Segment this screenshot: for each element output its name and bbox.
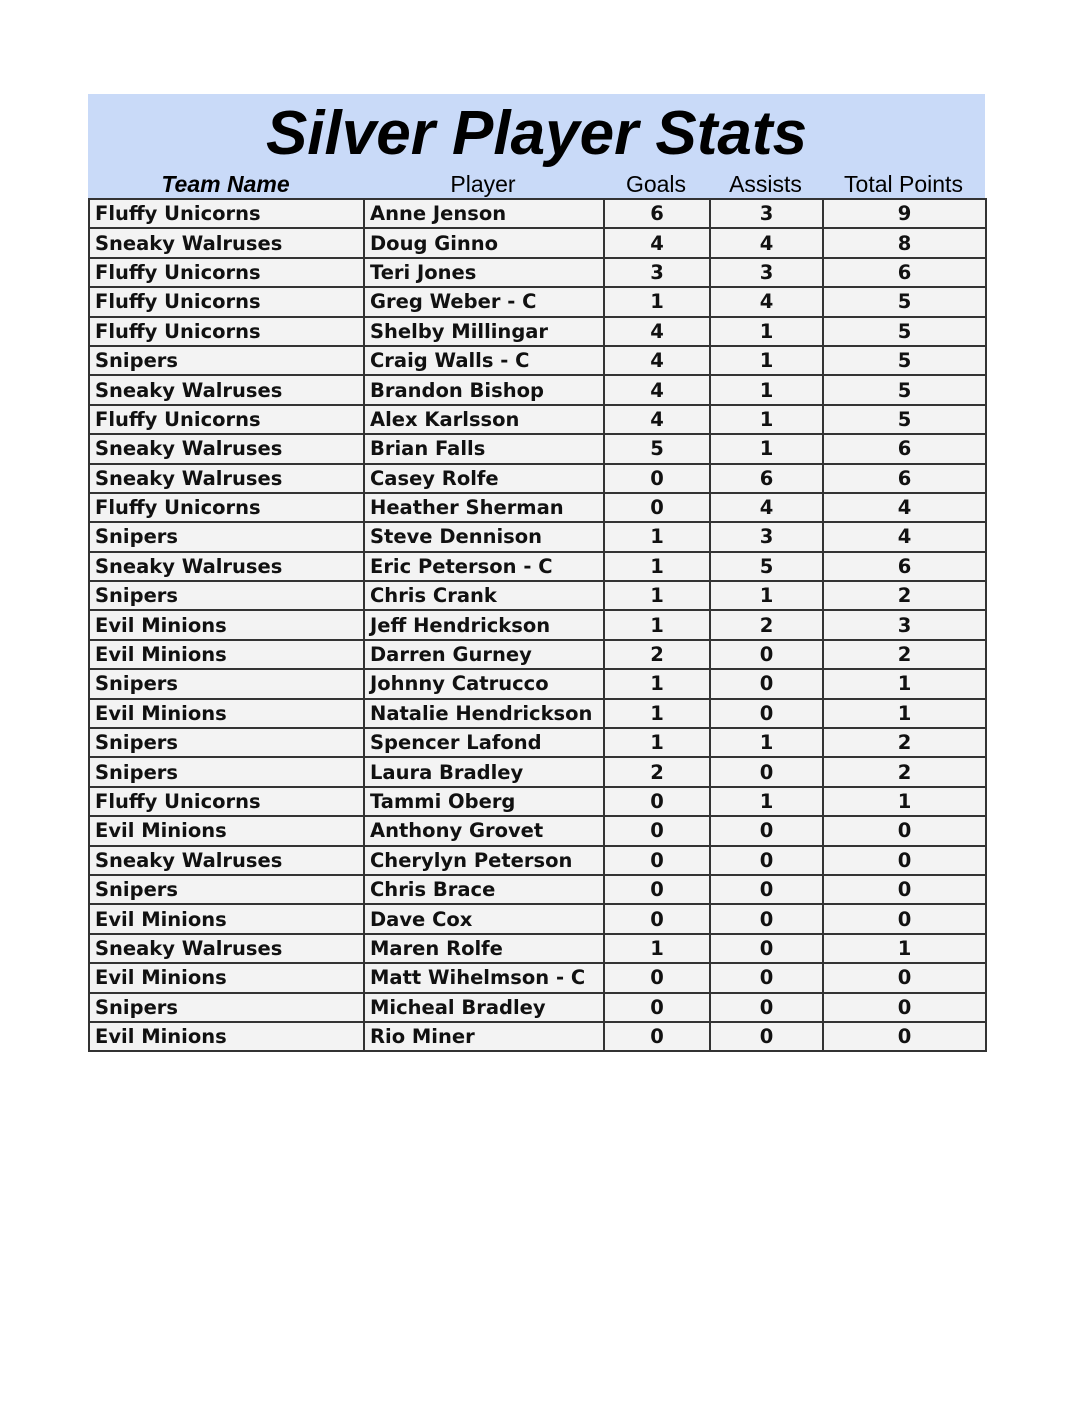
goals-cell: 4 [604,317,710,346]
total-points-cell: 5 [823,287,986,316]
assists-cell: 0 [710,669,823,698]
goals-cell: 1 [604,934,710,963]
goals-cell: 2 [604,757,710,786]
team-name-cell: Fluffy Unicorns [89,493,364,522]
total-points-cell: 0 [823,816,986,845]
goals-cell: 4 [604,346,710,375]
total-points-cell: 1 [823,787,986,816]
total-points-cell: 4 [823,522,986,551]
player-cell: Doug Ginno [364,228,604,257]
total-points-cell: 0 [823,904,986,933]
column-header-goals: Goals [625,171,687,197]
goals-cell: 0 [604,963,710,992]
player-cell: Craig Walls - C [364,346,604,375]
team-name-cell: Snipers [89,875,364,904]
player-stats-table [88,198,987,1052]
goals-cell: 0 [604,904,710,933]
team-name-cell: Snipers [89,993,364,1022]
player-cell: Alex Karlsson [364,405,604,434]
table-row [89,375,986,404]
player-cell: Teri Jones [364,258,604,287]
goals-cell: 0 [604,493,710,522]
total-points-cell: 1 [823,934,986,963]
assists-cell: 4 [710,228,823,257]
page-title: Silver Player Stats [265,99,808,168]
team-name-cell: Sneaky Walruses [89,228,364,257]
table-row [89,699,986,728]
total-points-cell: 4 [823,493,986,522]
table-row [89,669,986,698]
table-row [89,610,986,639]
assists-cell: 0 [710,875,823,904]
goals-cell: 1 [604,699,710,728]
player-cell: Micheal Bradley [364,993,604,1022]
goals-cell: 3 [604,258,710,287]
total-points-cell: 0 [823,1022,986,1051]
player-cell: Natalie Hendrickson [364,699,604,728]
player-cell: Cherylyn Peterson [364,846,604,875]
table-row [89,258,986,287]
total-points-cell: 9 [823,199,986,228]
goals-cell: 0 [604,816,710,845]
team-name-cell: Fluffy Unicorns [89,258,364,287]
table-row [89,640,986,669]
goals-cell: 0 [604,1022,710,1051]
player-cell: Jeff Hendrickson [364,610,604,639]
total-points-cell: 6 [823,464,986,493]
team-name-cell: Snipers [89,581,364,610]
column-header-player: Player [450,171,516,197]
total-points-cell: 5 [823,317,986,346]
player-cell: Johnny Catrucco [364,669,604,698]
table-row [89,728,986,757]
assists-cell: 0 [710,640,823,669]
table-row [89,228,986,257]
total-points-cell: 1 [823,669,986,698]
goals-cell: 2 [604,640,710,669]
total-points-cell: 6 [823,434,986,463]
table-row [89,934,986,963]
team-name-cell: Sneaky Walruses [89,375,364,404]
assists-cell: 0 [710,757,823,786]
assists-cell: 2 [710,610,823,639]
goals-cell: 0 [604,875,710,904]
assists-cell: 5 [710,552,823,581]
player-cell: Tammi Oberg [364,787,604,816]
team-name-cell: Sneaky Walruses [89,846,364,875]
assists-cell: 4 [710,493,823,522]
total-points-cell: 6 [823,258,986,287]
table-row [89,816,986,845]
team-name-cell: Fluffy Unicorns [89,199,364,228]
table-row [89,464,986,493]
assists-cell: 0 [710,993,823,1022]
assists-cell: 0 [710,699,823,728]
team-name-cell: Fluffy Unicorns [89,287,364,316]
player-cell: Spencer Lafond [364,728,604,757]
total-points-cell: 2 [823,757,986,786]
player-cell: Brandon Bishop [364,375,604,404]
column-header-total-points: Total Points [844,171,963,197]
total-points-cell: 8 [823,228,986,257]
goals-cell: 1 [604,610,710,639]
team-name-cell: Sneaky Walruses [89,434,364,463]
assists-cell: 1 [710,405,823,434]
table-row [89,846,986,875]
total-points-cell: 0 [823,875,986,904]
total-points-cell: 1 [823,699,986,728]
team-name-cell: Evil Minions [89,1022,364,1051]
table-row [89,287,986,316]
table-row [89,875,986,904]
table-row [89,787,986,816]
goals-cell: 1 [604,522,710,551]
team-name-cell: Evil Minions [89,699,364,728]
assists-cell: 1 [710,346,823,375]
goals-cell: 1 [604,581,710,610]
player-cell: Greg Weber - C [364,287,604,316]
table-row [89,522,986,551]
table-row [89,963,986,992]
goals-cell: 0 [604,787,710,816]
assists-cell: 6 [710,464,823,493]
table-row [89,346,986,375]
team-name-cell: Evil Minions [89,816,364,845]
table-row [89,757,986,786]
goals-cell: 5 [604,434,710,463]
team-name-cell: Fluffy Unicorns [89,787,364,816]
goals-cell: 4 [604,405,710,434]
table-row [89,493,986,522]
player-cell: Brian Falls [364,434,604,463]
player-cell: Chris Brace [364,875,604,904]
assists-cell: 0 [710,816,823,845]
player-cell: Darren Gurney [364,640,604,669]
sheet-header [88,94,985,198]
total-points-cell: 0 [823,993,986,1022]
assists-cell: 3 [710,258,823,287]
assists-cell: 0 [710,846,823,875]
assists-cell: 0 [710,963,823,992]
table-row [89,552,986,581]
player-cell: Maren Rolfe [364,934,604,963]
team-name-cell: Sneaky Walruses [89,464,364,493]
player-cell: Dave Cox [364,904,604,933]
player-cell: Laura Bradley [364,757,604,786]
column-header-assists: Assists [729,171,802,197]
total-points-cell: 0 [823,846,986,875]
goals-cell: 4 [604,375,710,404]
goals-cell: 1 [604,552,710,581]
player-cell: Anthony Grovet [364,816,604,845]
goals-cell: 6 [604,199,710,228]
team-name-cell: Sneaky Walruses [89,934,364,963]
team-name-cell: Evil Minions [89,610,364,639]
player-cell: Anne Jenson [364,199,604,228]
table-row [89,1022,986,1051]
team-name-cell: Snipers [89,728,364,757]
table-row [89,434,986,463]
total-points-cell: 2 [823,581,986,610]
table-row [89,199,986,228]
team-name-cell: Fluffy Unicorns [89,405,364,434]
team-name-cell: Evil Minions [89,963,364,992]
stats-sheet [88,94,985,1052]
assists-cell: 1 [710,728,823,757]
assists-cell: 1 [710,375,823,404]
table-row [89,993,986,1022]
player-cell: Rio Miner [364,1022,604,1051]
goals-cell: 0 [604,464,710,493]
player-cell: Casey Rolfe [364,464,604,493]
assists-cell: 1 [710,317,823,346]
assists-cell: 0 [710,934,823,963]
assists-cell: 3 [710,199,823,228]
table-row [89,581,986,610]
goals-cell: 0 [604,993,710,1022]
team-name-cell: Evil Minions [89,904,364,933]
total-points-cell: 5 [823,346,986,375]
goals-cell: 1 [604,669,710,698]
team-name-cell: Sneaky Walruses [89,552,364,581]
total-points-cell: 3 [823,610,986,639]
team-name-cell: Snipers [89,669,364,698]
total-points-cell: 2 [823,640,986,669]
team-name-cell: Fluffy Unicorns [89,317,364,346]
table-row [89,405,986,434]
assists-cell: 4 [710,287,823,316]
player-cell: Shelby Millingar [364,317,604,346]
total-points-cell: 6 [823,552,986,581]
column-header-team: Team Name [161,171,290,197]
player-cell: Steve Dennison [364,522,604,551]
total-points-cell: 0 [823,963,986,992]
player-stats-body [89,199,986,1051]
goals-cell: 0 [604,846,710,875]
goals-cell: 1 [604,728,710,757]
team-name-cell: Snipers [89,522,364,551]
player-cell: Heather Sherman [364,493,604,522]
assists-cell: 0 [710,1022,823,1051]
team-name-cell: Snipers [89,346,364,375]
goals-cell: 4 [604,228,710,257]
assists-cell: 1 [710,434,823,463]
goals-cell: 1 [604,287,710,316]
assists-cell: 1 [710,787,823,816]
total-points-cell: 2 [823,728,986,757]
team-name-cell: Evil Minions [89,640,364,669]
table-row [89,317,986,346]
player-cell: Chris Crank [364,581,604,610]
assists-cell: 0 [710,904,823,933]
table-row [89,904,986,933]
total-points-cell: 5 [823,405,986,434]
total-points-cell: 5 [823,375,986,404]
assists-cell: 3 [710,522,823,551]
assists-cell: 1 [710,581,823,610]
team-name-cell: Snipers [89,757,364,786]
player-cell: Matt Wihelmson - C [364,963,604,992]
player-cell: Eric Peterson - C [364,552,604,581]
